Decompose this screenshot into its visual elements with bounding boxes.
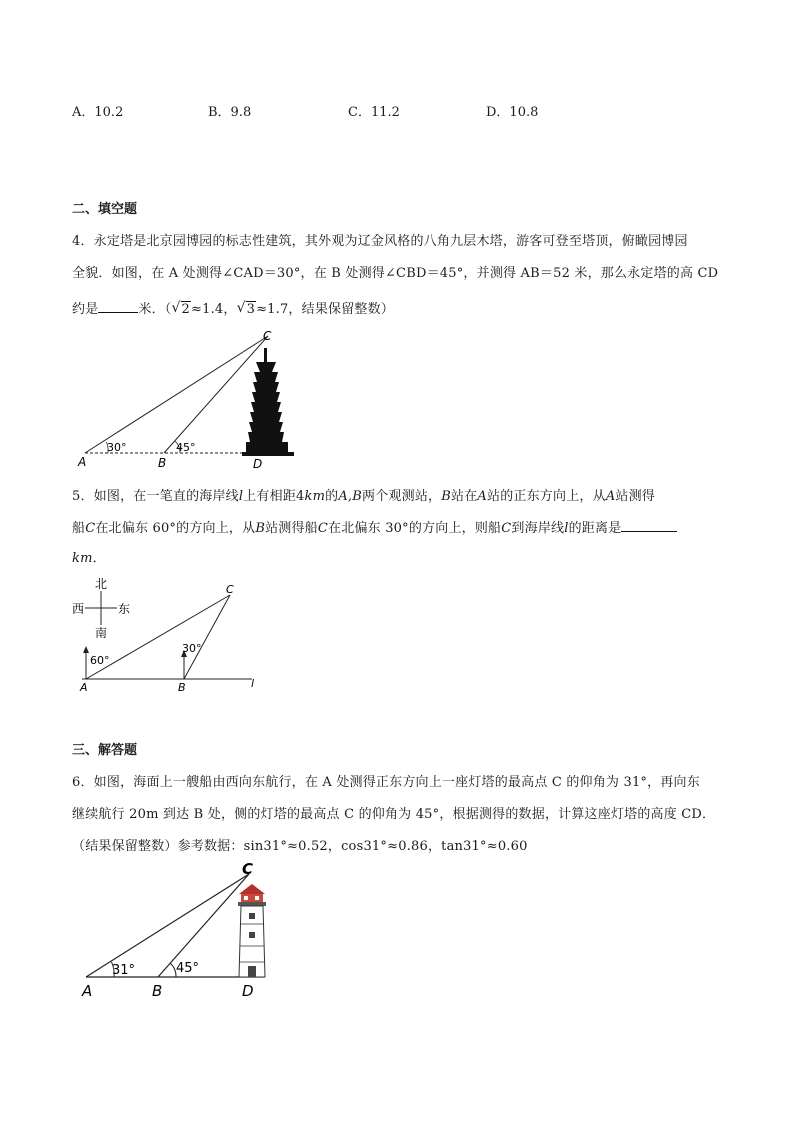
angle-label-b: 45° (176, 441, 196, 454)
var-c: C (501, 521, 512, 536)
var-l: l (238, 489, 244, 504)
line-bc (184, 595, 230, 679)
var-ab: A,B (338, 489, 363, 504)
q5-text: ． (92, 551, 106, 566)
compass-east: 东 (118, 602, 131, 616)
lighthouse-icon (238, 884, 266, 977)
q4-line1: 4．永定塔是北京园博园的标志性建筑，其外观为辽金风格的八角九层木塔，游客可登至塔顶，俯瞰园博园 (72, 234, 688, 249)
line-ac (85, 336, 268, 453)
label-a: A (80, 681, 88, 694)
q4-text: ≈1.4， (191, 302, 237, 317)
label-a: A (82, 982, 93, 1000)
radicand: 2 (181, 302, 190, 317)
q6-line3: （结果保留整数）参考数据：sin31°≈0.52，cos31°≈0.86，tan31°≈0.60 (72, 839, 528, 854)
q5-text: 站测得 (615, 489, 656, 504)
label-d: D (242, 982, 254, 1000)
radicand: 3 (246, 302, 256, 317)
compass-south: 南 (95, 626, 108, 640)
label-a: A (78, 455, 87, 469)
line-bc (158, 874, 249, 977)
answer-blank (621, 519, 677, 532)
unit-km: km (304, 489, 326, 504)
q5-text: 上有相距 (243, 489, 297, 504)
pagoda-icon (242, 348, 294, 456)
option-b: B．9.8 (208, 105, 252, 120)
option-a: A．10.2 (72, 105, 124, 120)
q4-line3 (72, 298, 394, 317)
q5-text: 船 (72, 521, 86, 536)
label-c: C (242, 860, 254, 878)
section-title-solve: 三、解答题 (72, 743, 138, 758)
option-c: C．11.2 (348, 105, 400, 120)
option-d: D．10.8 (486, 105, 539, 120)
q5-distance: 4 (296, 489, 305, 504)
q5-text: 的距离是 (568, 521, 622, 536)
section-title-fill-in: 二、填空题 (72, 202, 138, 217)
arrow-head-icon (83, 646, 89, 653)
label-b: B (152, 982, 163, 1000)
q5-figure (68, 573, 268, 698)
answer-blank (98, 300, 138, 313)
radical-sign: √ (236, 300, 246, 316)
angle-label-a: 31° (112, 963, 136, 978)
var-c: C (85, 521, 96, 536)
label-c: C (226, 583, 234, 596)
var-b: B (441, 489, 451, 504)
line-ac (86, 874, 249, 977)
sqrt-symbol (237, 302, 256, 317)
unit-km: km (72, 551, 93, 566)
sqrt-symbol (172, 302, 191, 317)
q6-line2: 继续航行 20m 到达 B 处，侧的灯塔的最高点 C 的仰角为 45°，根据测得的数据，计算这座灯塔的高度 CD． (72, 807, 716, 822)
angle-label-a: 60° (90, 654, 110, 667)
q5-text: 在北偏东 30°的方向上，则船 (328, 521, 502, 536)
var-a: A (477, 489, 487, 504)
q4-line2: 全貌．如图，在 A 处测得∠CAD＝30°，在 B 处测得∠CBD＝45°，并测得 AB＝52 米，那么永定塔的高 CD (72, 266, 719, 281)
q4-text: 米．（ (138, 302, 172, 317)
label-l: l (251, 677, 255, 690)
label-d: D (253, 457, 263, 471)
angle-label-b: 45° (176, 961, 200, 976)
compass-west: 西 (72, 602, 85, 616)
q4-text: 约是 (72, 302, 99, 317)
q5-line1 (72, 485, 655, 504)
angle-label-b: 30° (182, 642, 202, 655)
q5-text: 站在 (451, 489, 478, 504)
q5-text: 两个观测站， (362, 489, 442, 504)
q4-text: ≈1.7，结果保留整数） (256, 302, 395, 317)
q5-text: 在北偏东 60°的方向上，从 (95, 521, 256, 536)
var-c: C (317, 521, 329, 536)
angle-label-a: 30° (107, 441, 127, 454)
q4-figure (70, 328, 310, 473)
var-l: l (564, 521, 569, 536)
label-b: B (178, 681, 186, 694)
label-b: B (158, 456, 167, 470)
var-b: B (255, 521, 266, 536)
compass-north: 北 (95, 577, 108, 591)
radical-sign: √ (171, 300, 181, 316)
q5-text: 的 (325, 489, 339, 504)
q5-line2 (72, 517, 677, 536)
q5-text: 站的正东方向上，从 (487, 489, 606, 504)
q5-text: 5．如图，在一笔直的海岸线 (72, 489, 239, 504)
q5-text: 到海岸线 (511, 521, 565, 536)
var-a: A (605, 489, 616, 504)
q6-line1: 6．如图，海面上一艘船由西向东航行，在 A 处测得正东方向上一座灯塔的最高点 C 的仰角为 31°，再向东 (72, 775, 700, 790)
q6-figure (72, 858, 282, 1003)
q5-line3 (72, 547, 106, 566)
label-c: C (263, 329, 272, 343)
q5-text: 站测得船 (265, 521, 318, 536)
